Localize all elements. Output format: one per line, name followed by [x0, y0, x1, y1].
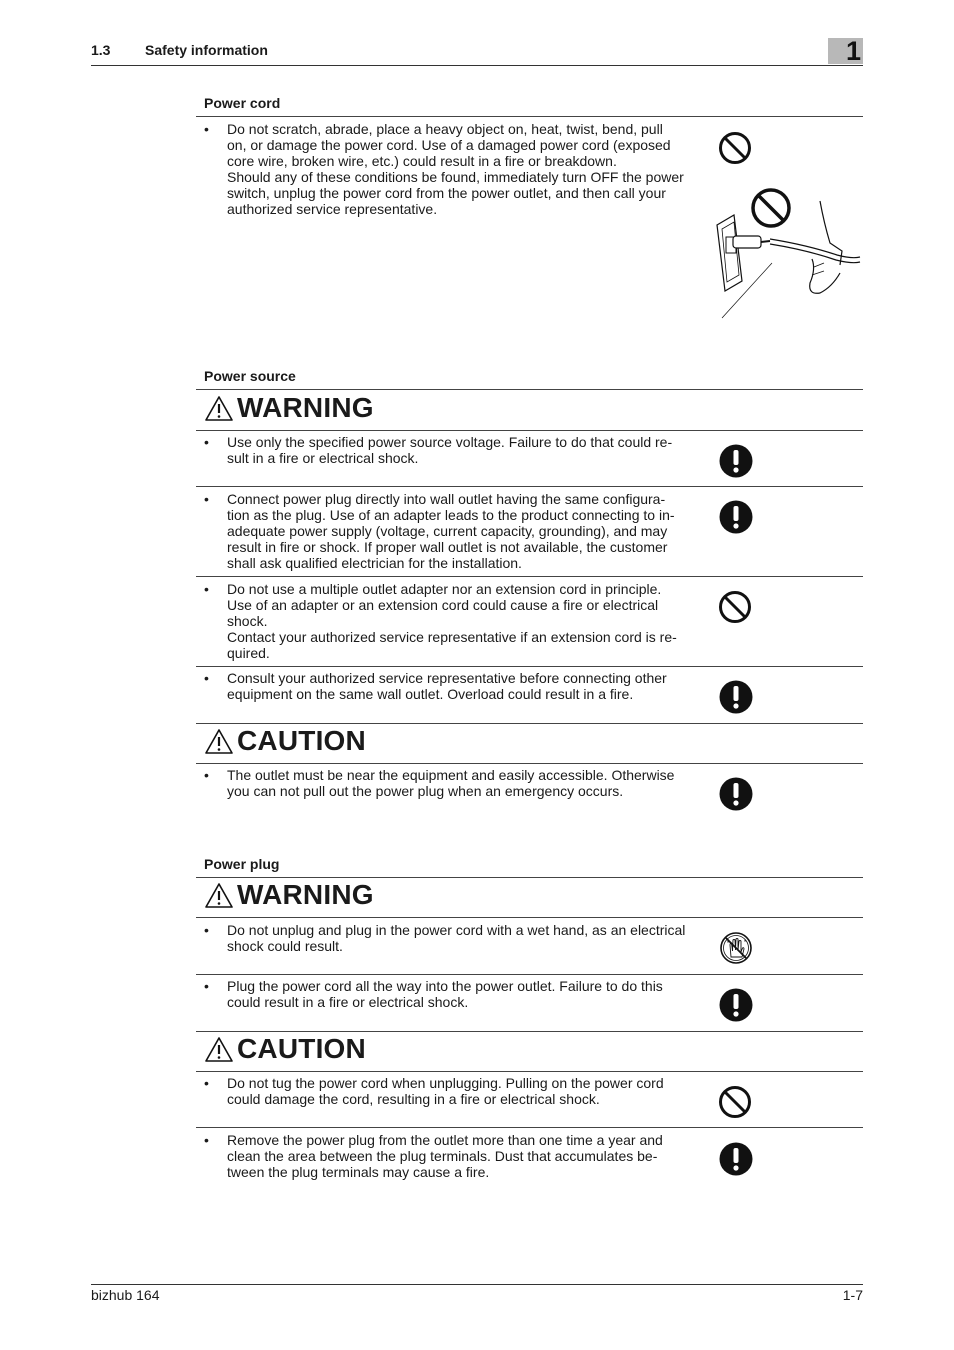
power-source-heading: Power source [204, 368, 296, 384]
list-item [204, 922, 694, 954]
exclamation-icon [719, 444, 753, 478]
divider [196, 1127, 863, 1128]
exclamation-icon [719, 500, 753, 534]
bullet: • [204, 922, 209, 938]
footer-divider [91, 1284, 863, 1285]
bullet: • [204, 491, 209, 507]
power-plug-heading: Power plug [204, 856, 280, 872]
bullet: • [204, 581, 209, 597]
warning-banner [204, 390, 374, 426]
list-item [204, 670, 694, 702]
item-text: Consult your authorized service representative before connecting other equipment on the same wall outlet. Overload could result in a fire. [227, 670, 667, 702]
bullet: • [204, 1132, 209, 1148]
item-text: Do not tug the power cord when unplugging. Pulling on the power cord could damage the cord, resulting in a fire or electrical shock. [227, 1075, 664, 1107]
prohibition-icon [718, 590, 752, 624]
footer-page-number: 1-7 [842, 1287, 863, 1303]
caution-label: CAUTION [237, 1033, 366, 1064]
divider [196, 763, 863, 764]
warning-triangle-icon [204, 395, 234, 422]
footer-product: bizhub 164 [91, 1287, 160, 1303]
list-item [204, 121, 694, 217]
prohibition-icon [718, 131, 752, 165]
list-item [204, 978, 694, 1010]
list-item [204, 434, 694, 466]
exclamation-icon [719, 988, 753, 1022]
caution-banner [204, 723, 366, 759]
item-text: Plug the power cord all the way into the power outlet. Failure to do this could result in a fire or electrical shock. [227, 978, 663, 1010]
item-text: Do not unplug and plug in the power cord with a wet hand, as an electrical shock could result. [227, 922, 686, 954]
item-text: Do not use a multiple outlet adapter nor an extension cord in principle. Use of an adapter or an extension cord could cause a fire or electrical shock. Contact your authorized service representative if an extension cord is re- quired. [227, 581, 677, 661]
exclamation-icon [719, 680, 753, 714]
divider [196, 116, 863, 117]
bullet: • [204, 121, 209, 137]
warning-banner [204, 877, 374, 913]
item-text: Connect power plug directly into wall outlet having the same configura- tion as the plug. Use of an adapter leads to the product connecting to in- adequate power supply (voltage, current capacity, grounding), and may result in fire or shock. If proper wall outlet is not available, the customer shall ask qualified electrician for the installation. [227, 491, 675, 571]
divider [196, 486, 863, 487]
bullet: • [204, 670, 209, 686]
divider [196, 917, 863, 918]
list-item [204, 581, 694, 661]
list-item [204, 491, 694, 571]
warning-triangle-icon [204, 1036, 234, 1063]
no-wet-hands-icon [719, 931, 753, 965]
list-item [204, 1132, 694, 1180]
bullet: • [204, 434, 209, 450]
divider [196, 974, 863, 975]
divider [196, 430, 863, 431]
warning-label: WARNING [237, 392, 374, 423]
bullet: • [204, 1075, 209, 1091]
section-number: 1.3 [91, 42, 111, 58]
list-item [204, 767, 694, 799]
item-text: The outlet must be near the equipment and easily accessible. Otherwise you can not pull out the power plug when an emergency occurs. [227, 767, 675, 799]
page-header [91, 36, 863, 66]
warning-triangle-icon [204, 882, 234, 909]
chapter-number: 1 [845, 36, 861, 66]
section-title: Safety information [145, 42, 268, 58]
divider [196, 576, 863, 577]
power-cord-illustration-icon [712, 183, 862, 320]
caution-label: CAUTION [237, 725, 366, 756]
divider [196, 1071, 863, 1072]
item-text: Do not scratch, abrade, place a heavy object on, heat, twist, bend, pull on, or damage the power cord. Use of a damaged power cord (exposed core wire, broken wire, etc.) could result in a fire or breakdown. Should any of these conditions be found, immediately turn OFF the power switch, unplug the power cord from the power outlet, and then call your authorized service representative. [227, 121, 684, 217]
exclamation-icon [719, 1142, 753, 1176]
caution-banner [204, 1031, 366, 1067]
warning-label: WARNING [237, 879, 374, 910]
bullet: • [204, 767, 209, 783]
power-cord-heading: Power cord [204, 95, 281, 111]
bullet: • [204, 978, 209, 994]
prohibition-icon [718, 1085, 752, 1119]
warning-triangle-icon [204, 728, 234, 755]
exclamation-icon [719, 777, 753, 811]
item-text: Remove the power plug from the outlet more than one time a year and clean the area between the plug terminals. Dust that accumulates be- tween the plug terminals may cause a fire. [227, 1132, 663, 1180]
list-item [204, 1075, 694, 1107]
divider [196, 666, 863, 667]
item-text: Use only the specified power source voltage. Failure to do that could re- sult in a fire or electrical shock. [227, 434, 673, 466]
